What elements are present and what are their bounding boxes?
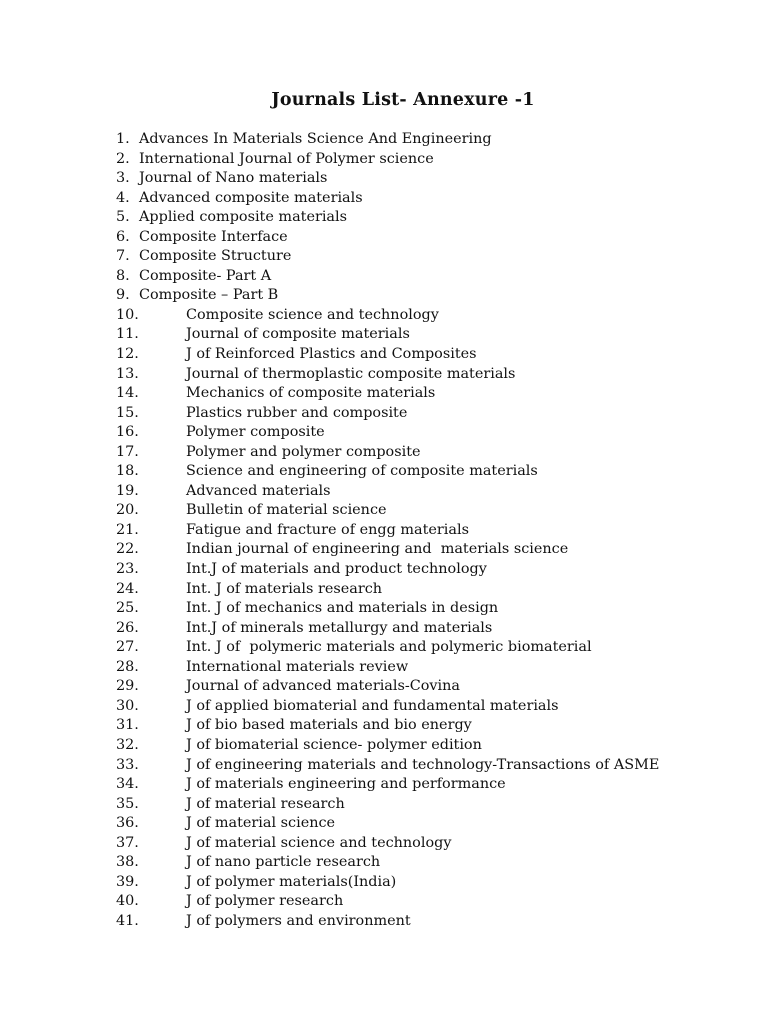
journal-name: International materials review	[186, 658, 409, 675]
journal-name: J of materials engineering and performance	[186, 776, 506, 793]
journal-name: Journal of advanced materials-Covina	[186, 678, 460, 695]
list-item-number: 9.	[116, 287, 130, 304]
journal-name: Journal of composite materials	[186, 326, 410, 343]
list-item-number: 28.	[116, 658, 139, 675]
list-item-number: 16.	[116, 424, 139, 441]
journal-name: Plastics rubber and composite	[186, 404, 408, 421]
list-item-number: 41.	[116, 912, 139, 929]
list-item-number: 7.	[116, 248, 130, 265]
journal-name: Bulletin of material science	[186, 502, 387, 519]
list-item-number: 34.	[116, 776, 139, 793]
journal-name: Composite Interface	[139, 228, 288, 245]
journal-name: Mechanics of composite materials	[186, 385, 436, 402]
journal-name: J of polymer materials(India)	[186, 873, 397, 890]
journal-name: J of polymers and environment	[186, 912, 411, 929]
journal-name: Applied composite materials	[139, 209, 348, 226]
journal-name: J of material research	[186, 795, 345, 812]
journal-name: J of polymer research	[186, 893, 344, 910]
list-item-number: 36.	[116, 815, 139, 832]
list-item-number: 35.	[116, 795, 139, 812]
journal-name: J of nano particle research	[186, 854, 381, 871]
journal-name: J of engineering materials and technology-Transactions of ASME	[186, 756, 660, 773]
list-item-number: 6.	[116, 228, 130, 245]
list-item-number: 30.	[116, 697, 139, 714]
journal-name: Composite- Part A	[139, 267, 272, 284]
journal-name: Composite Structure	[139, 248, 292, 265]
journal-name: Polymer and polymer composite	[186, 443, 421, 460]
list-item-number: 38.	[116, 854, 139, 871]
list-item-number: 8.	[116, 267, 130, 284]
list-item-number: 11.	[116, 326, 139, 343]
list-item-number: 40.	[116, 893, 139, 910]
journal-name: International Journal of Polymer science	[139, 150, 434, 167]
journal-name: J of biomaterial science- polymer edition	[186, 736, 482, 753]
list-item-number: 19.	[116, 482, 139, 499]
journal-name: Advanced materials	[186, 482, 331, 499]
list-item-number: 10.	[116, 306, 139, 323]
journal-name: Int. J of materials research	[186, 580, 383, 597]
journal-name: Composite science and technology	[186, 306, 439, 323]
list-item-number: 14.	[116, 385, 139, 402]
journal-name: Science and engineering of composite materials	[186, 463, 538, 480]
list-item-number: 31.	[116, 717, 139, 734]
list-item-number: 17.	[116, 443, 139, 460]
list-item-number: 24.	[116, 580, 139, 597]
list-item-number: 21.	[116, 521, 139, 538]
journal-name: Advanced composite materials	[139, 189, 363, 206]
list-item-number: 26.	[116, 619, 139, 636]
page-title: Journals List- Annexure -1	[271, 90, 535, 110]
list-item-number: 15.	[116, 404, 139, 421]
list-item-number: 2.	[116, 150, 130, 167]
list-item-number: 5.	[116, 209, 130, 226]
list-item-number: 32.	[116, 736, 139, 753]
journal-name: Journal of Nano materials	[139, 170, 328, 187]
list-item-number: 12.	[116, 346, 139, 363]
journal-name: Indian journal of engineering and materials science	[186, 541, 569, 558]
list-item-number: 1.	[116, 131, 130, 147]
list-item-number: 29.	[116, 678, 139, 695]
list-item-number: 22.	[116, 541, 139, 558]
journal-name: J of applied biomaterial and fundamental materials	[186, 697, 559, 714]
list-item-number: 39.	[116, 873, 139, 890]
journal-name: Fatigue and fracture of engg materials	[186, 521, 469, 538]
journal-name: Advances In Materials Science And Engineering	[139, 131, 492, 147]
journal-name: Polymer composite	[186, 424, 325, 441]
journal-name: Int.J of minerals metallurgy and materials	[186, 619, 493, 636]
journal-name: Journal of thermoplastic composite materials	[186, 365, 516, 382]
list-item-number: 20.	[116, 502, 139, 519]
list-item-number: 27.	[116, 639, 139, 656]
journal-name: J of bio based materials and bio energy	[186, 717, 472, 734]
journal-name: J of material science	[186, 815, 336, 832]
list-item-number: 13.	[116, 365, 139, 382]
list-item-number: 25.	[116, 600, 139, 617]
list-item-number: 23.	[116, 561, 139, 578]
journal-name: Int. J of mechanics and materials in design	[186, 600, 499, 617]
list-item-number: 33.	[116, 756, 139, 773]
journal-name: Int.J of materials and product technology	[186, 561, 487, 578]
journal-name: Composite – Part B	[139, 287, 279, 304]
journal-name: J of material science and technology	[186, 834, 452, 851]
journal-name: Int. J of polymeric materials and polymeric biomaterial	[186, 639, 592, 656]
journal-name: J of Reinforced Plastics and Composites	[186, 346, 477, 363]
list-item-number: 4.	[116, 189, 130, 206]
list-item-number: 3.	[116, 170, 130, 187]
list-item-number: 18.	[116, 463, 139, 480]
list-item-number: 37.	[116, 834, 139, 851]
